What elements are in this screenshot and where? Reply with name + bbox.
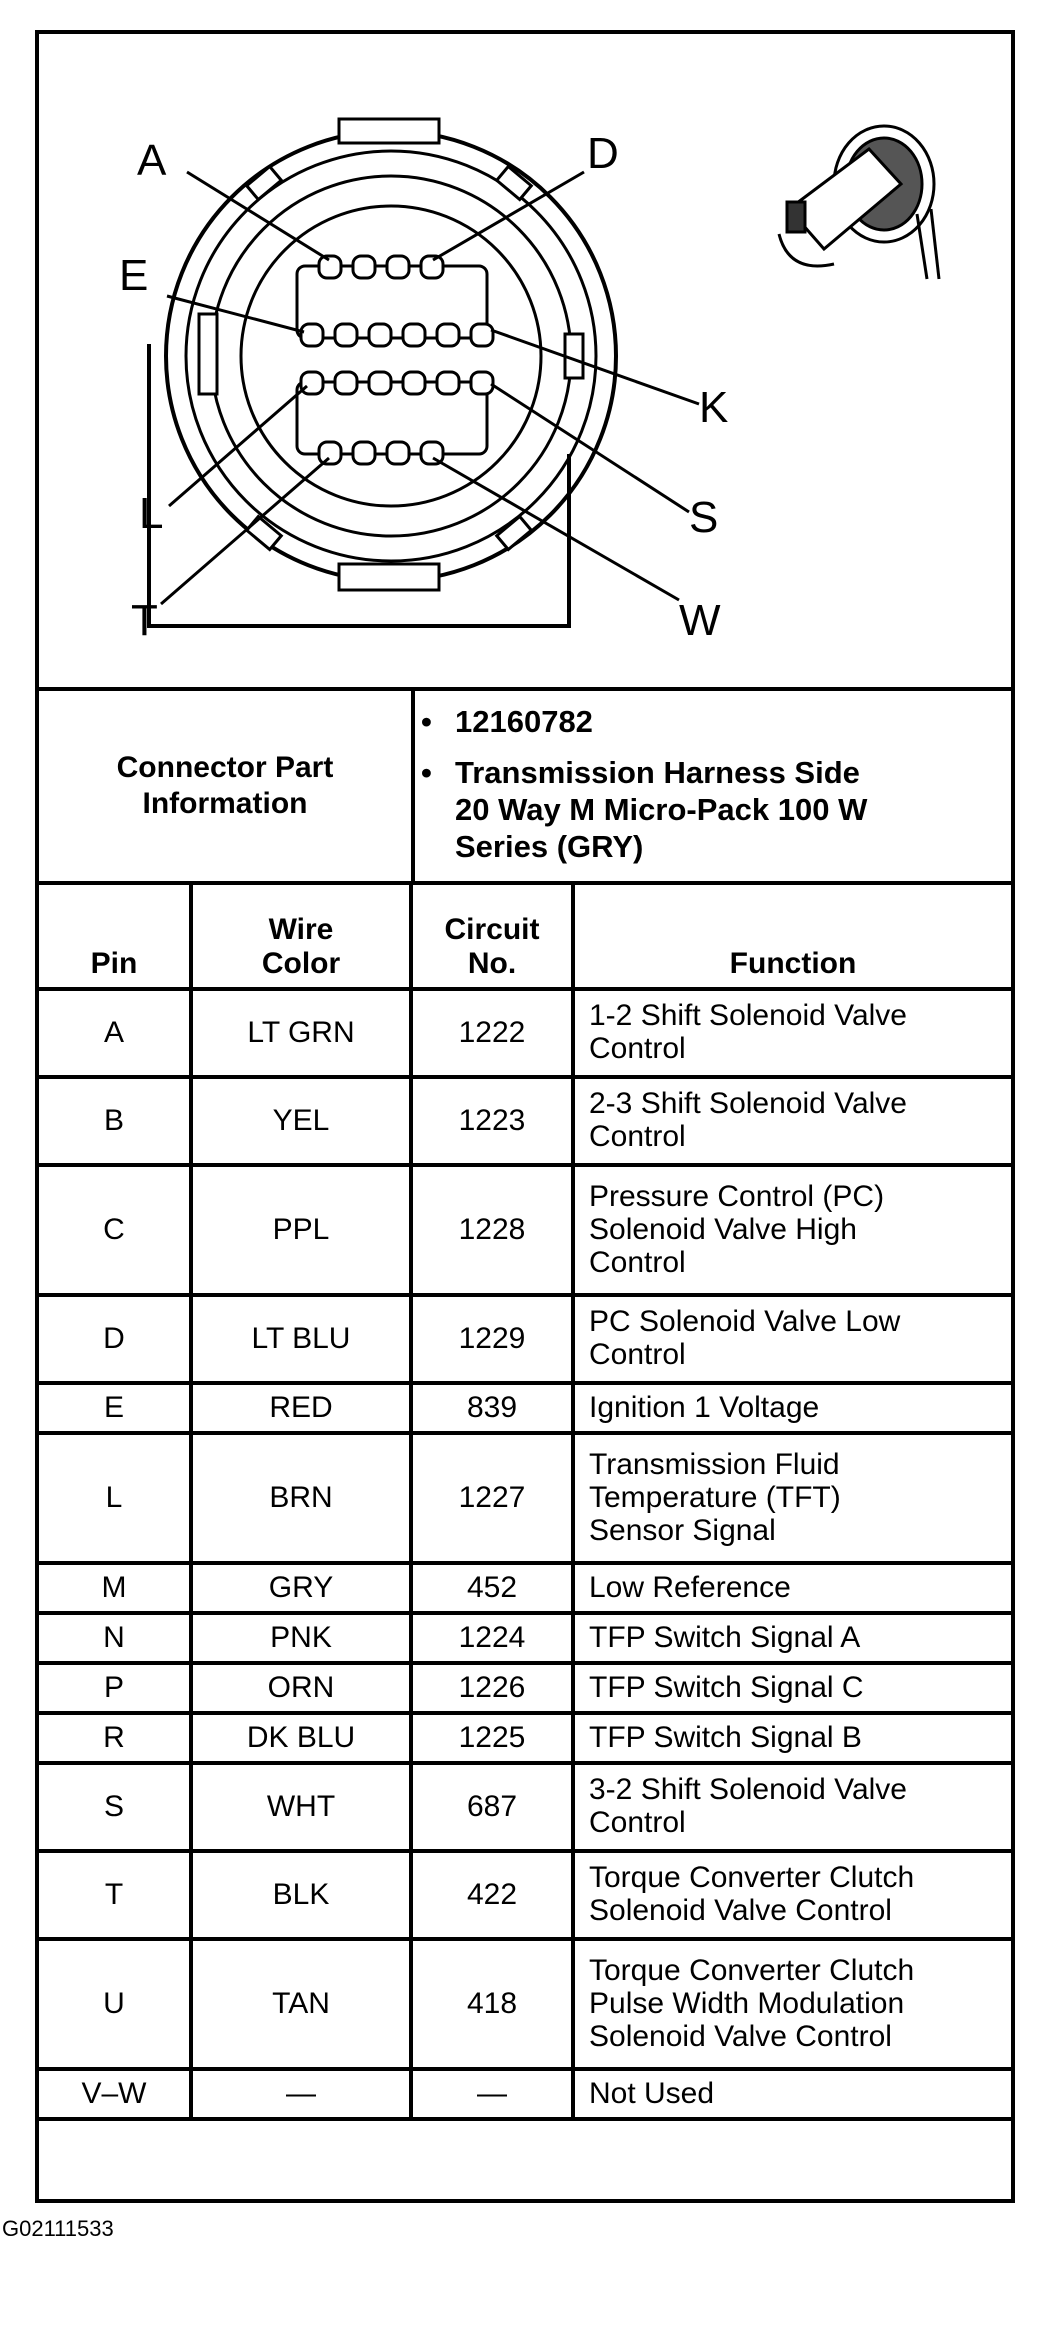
wire-color-cell: BLK bbox=[191, 1851, 411, 1939]
table-row bbox=[39, 1613, 1011, 1663]
table-row bbox=[39, 1763, 1011, 1851]
info-label-line2: Information bbox=[142, 787, 308, 820]
wire-color-cell: BRN bbox=[191, 1433, 411, 1563]
header-function: Function bbox=[573, 885, 1011, 989]
function-line: Solenoid Valve Control bbox=[589, 2019, 892, 2053]
figure-code: G02111533 bbox=[2, 2216, 114, 2241]
pin-label-a: A bbox=[137, 136, 167, 185]
circuit-cell: 1225 bbox=[411, 1713, 573, 1763]
part-number: • 12160782 bbox=[455, 703, 1011, 740]
header-pin: Pin bbox=[39, 885, 191, 989]
circuit-cell: 1222 bbox=[411, 989, 573, 1077]
description-line2: 20 Way M Micro-Pack 100 W bbox=[455, 792, 868, 827]
description-line1: • Transmission Harness Side bbox=[455, 755, 860, 790]
function-cell bbox=[573, 1295, 1011, 1383]
header-wire-color: Wire Color bbox=[191, 885, 411, 989]
table-row bbox=[39, 1563, 1011, 1613]
wire-color-cell: DK BLU bbox=[191, 1713, 411, 1763]
function-line: Temperature (TFT) bbox=[589, 1480, 841, 1514]
pin-cell: T bbox=[39, 1851, 191, 1939]
pin-cell: V–W bbox=[39, 2069, 191, 2119]
table-row bbox=[39, 1295, 1011, 1383]
table-row bbox=[39, 1383, 1011, 1433]
circuit-cell: 1228 bbox=[411, 1165, 573, 1295]
function-cell bbox=[573, 1563, 1011, 1613]
pin-label-k: K bbox=[699, 383, 729, 432]
function-cell bbox=[573, 1383, 1011, 1433]
circuit-cell: 1223 bbox=[411, 1077, 573, 1165]
function-cell bbox=[573, 1077, 1011, 1165]
wire-color-cell: PPL bbox=[191, 1165, 411, 1295]
function-line: 3-2 Shift Solenoid Valve bbox=[589, 1773, 907, 1806]
table-row bbox=[39, 2069, 1011, 2119]
pin-cell: P bbox=[39, 1663, 191, 1713]
description-line3: Series (GRY) bbox=[455, 829, 644, 864]
function-line: PC Solenoid Valve Low bbox=[589, 1305, 901, 1338]
function-cell bbox=[573, 989, 1011, 1077]
function-line: Torque Converter Clutch bbox=[589, 1953, 915, 1987]
wire-color-cell: LT GRN bbox=[191, 989, 411, 1077]
function-line: Sensor Signal bbox=[589, 1513, 776, 1547]
connector-part-info-values bbox=[415, 691, 1011, 881]
circuit-cell: 1229 bbox=[411, 1295, 573, 1383]
pin-label-w: W bbox=[679, 596, 721, 645]
wire-color-cell: GRY bbox=[191, 1563, 411, 1613]
info-label-line1: Connector Part bbox=[116, 751, 334, 784]
header-circuit-no: Circuit No. bbox=[411, 885, 573, 989]
pin-label-l: L bbox=[139, 489, 164, 538]
circuit-cell: 418 bbox=[411, 1939, 573, 2069]
function-line: TFP Switch Signal C bbox=[589, 1670, 864, 1704]
circuit-cell: 452 bbox=[411, 1563, 573, 1613]
circuit-cell: 839 bbox=[411, 1383, 573, 1433]
function-cell bbox=[573, 1663, 1011, 1713]
pin-cell: A bbox=[39, 989, 191, 1077]
part-description bbox=[455, 754, 1011, 865]
connector-face-drawing bbox=[39, 34, 1011, 687]
pin-cell: M bbox=[39, 1563, 191, 1613]
table-row bbox=[39, 1077, 1011, 1165]
function-line: Pressure Control (PC) bbox=[589, 1179, 885, 1213]
table-row bbox=[39, 1433, 1011, 1563]
pin-cell: R bbox=[39, 1713, 191, 1763]
function-cell bbox=[573, 2069, 1011, 2119]
function-line: 1-2 Shift Solenoid Valve bbox=[589, 999, 907, 1032]
function-line: Pulse Width Modulation bbox=[589, 1986, 905, 2020]
function-line: Transmission Fluid bbox=[589, 1447, 840, 1481]
function-line: 2-3 Shift Solenoid Valve bbox=[589, 1087, 907, 1120]
wire-color-cell: PNK bbox=[191, 1613, 411, 1663]
connector-illustration bbox=[39, 34, 1011, 691]
function-cell bbox=[573, 1613, 1011, 1663]
function-line: TFP Switch Signal B bbox=[589, 1720, 862, 1754]
table-row bbox=[39, 1851, 1011, 1939]
wire-color-cell: YEL bbox=[191, 1077, 411, 1165]
function-line: Control bbox=[589, 1338, 686, 1371]
wire-color-cell: RED bbox=[191, 1383, 411, 1433]
connector-sheet bbox=[35, 30, 1015, 2203]
table-row bbox=[39, 1663, 1011, 1713]
function-line: Solenoid Valve High bbox=[589, 1212, 857, 1246]
function-line: Ignition 1 Voltage bbox=[589, 1390, 820, 1424]
pin-table-body bbox=[39, 989, 1011, 2119]
pin-cell: E bbox=[39, 1383, 191, 1433]
pin-label-s: S bbox=[689, 493, 719, 542]
circuit-cell: 422 bbox=[411, 1851, 573, 1939]
circuit-cell: 1227 bbox=[411, 1433, 573, 1563]
wire-color-cell: — bbox=[191, 2069, 411, 2119]
table-row bbox=[39, 1165, 1011, 1295]
function-cell bbox=[573, 1763, 1011, 1851]
function-cell bbox=[573, 1939, 1011, 2069]
pin-label-t: T bbox=[131, 596, 158, 645]
pin-cell: C bbox=[39, 1165, 191, 1295]
circuit-cell: 1224 bbox=[411, 1613, 573, 1663]
circuit-cell: 687 bbox=[411, 1763, 573, 1851]
function-line: TFP Switch Signal A bbox=[589, 1620, 861, 1654]
function-line: Control bbox=[589, 1032, 686, 1065]
function-cell bbox=[573, 1433, 1011, 1563]
wire-color-cell: LT BLU bbox=[191, 1295, 411, 1383]
function-line: Control bbox=[589, 1245, 686, 1279]
pin-cell: S bbox=[39, 1763, 191, 1851]
function-line: Low Reference bbox=[589, 1570, 791, 1604]
wire-color-cell: ORN bbox=[191, 1663, 411, 1713]
table-row bbox=[39, 989, 1011, 1077]
pin-table-header bbox=[39, 885, 1011, 989]
function-cell bbox=[573, 1851, 1011, 1939]
table-row bbox=[39, 1713, 1011, 1763]
function-cell bbox=[573, 1713, 1011, 1763]
function-line: Control bbox=[589, 1806, 686, 1839]
wire-color-cell: TAN bbox=[191, 1939, 411, 2069]
function-cell bbox=[573, 1165, 1011, 1295]
pin-cell: L bbox=[39, 1433, 191, 1563]
circuit-cell: — bbox=[411, 2069, 573, 2119]
pin-cell: U bbox=[39, 1939, 191, 2069]
function-line: Torque Converter Clutch bbox=[589, 1861, 915, 1894]
pin-cell: B bbox=[39, 1077, 191, 1165]
pin-cell: N bbox=[39, 1613, 191, 1663]
pin-label-d: D bbox=[587, 129, 619, 178]
table-row bbox=[39, 1939, 1011, 2069]
pin-label-e: E bbox=[119, 251, 149, 300]
pin-table bbox=[39, 885, 1011, 2121]
circuit-cell: 1226 bbox=[411, 1663, 573, 1713]
connector-part-info bbox=[39, 691, 1011, 885]
function-line: Control bbox=[589, 1120, 686, 1153]
function-line: Not Used bbox=[589, 2076, 715, 2110]
pin-cell: D bbox=[39, 1295, 191, 1383]
function-line: Solenoid Valve Control bbox=[589, 1894, 892, 1927]
wire-color-cell: WHT bbox=[191, 1763, 411, 1851]
connector-part-info-label bbox=[39, 691, 415, 881]
